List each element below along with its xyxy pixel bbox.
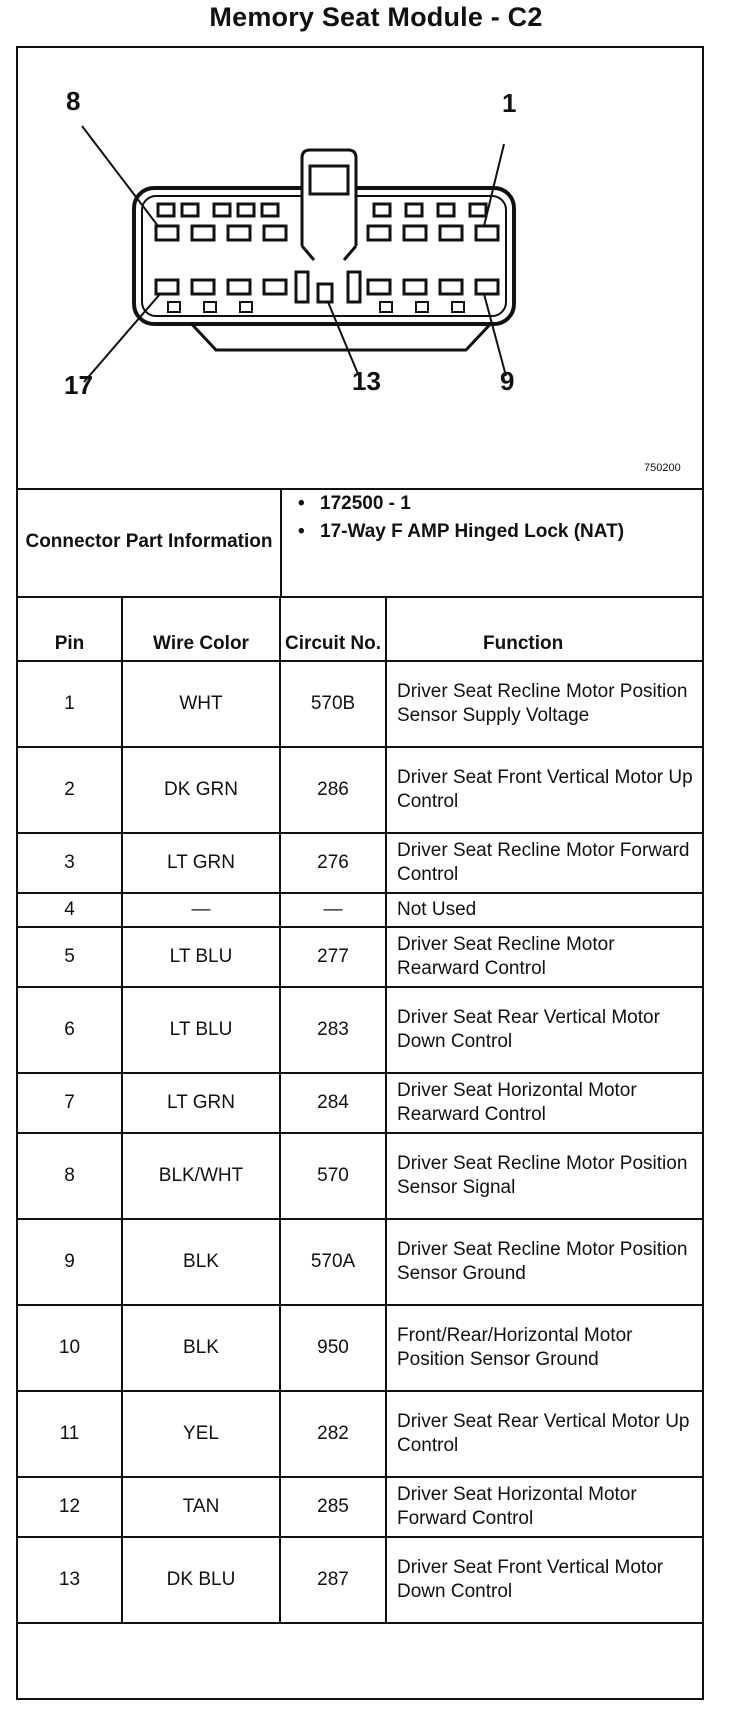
table-row <box>18 661 702 747</box>
circuit-cell: 570A <box>280 1219 386 1305</box>
pin-cell: 11 <box>18 1391 122 1477</box>
pin-cell: 10 <box>18 1305 122 1391</box>
wire-color-cell: LT BLU <box>122 987 280 1073</box>
circuit-cell: 276 <box>280 833 386 893</box>
function-cell: Driver Seat Horizontal Motor Rearward Control <box>386 1073 702 1133</box>
pin-cell: 3 <box>18 833 122 893</box>
header-wire-color: Wire Color <box>122 597 280 661</box>
pin-cell: 7 <box>18 1073 122 1133</box>
function-cell: Not Used <box>386 893 702 927</box>
table-row <box>18 893 702 927</box>
wire-color-cell: — <box>122 893 280 927</box>
circuit-cell: — <box>280 893 386 927</box>
pin-callout-1: 1 <box>502 88 517 118</box>
pin-cell: 1 <box>18 661 122 747</box>
table-row <box>18 1537 702 1623</box>
table-row <box>18 987 702 1073</box>
function-cell: Driver Seat Rear Vertical Motor Up Control <box>386 1391 702 1477</box>
pinout-table-body <box>18 661 702 1623</box>
function-cell: Driver Seat Recline Motor Rearward Control <box>386 927 702 987</box>
pin-cell: 13 <box>18 1537 122 1623</box>
function-cell: Driver Seat Horizontal Motor Forward Control <box>386 1477 702 1537</box>
wire-color-cell: BLK/WHT <box>122 1133 280 1219</box>
circuit-cell: 283 <box>280 987 386 1073</box>
function-cell: Driver Seat Front Vertical Motor Up Control <box>386 747 702 833</box>
table-row <box>18 1305 702 1391</box>
connector-description: • 17-Way F AMP Hinged Lock (NAT) <box>282 520 692 544</box>
table-row <box>18 927 702 987</box>
wire-color-cell: BLK <box>122 1305 280 1391</box>
pin-cell: 8 <box>18 1133 122 1219</box>
pin-cell: 4 <box>18 893 122 927</box>
circuit-cell: 950 <box>280 1305 386 1391</box>
pin-callout-17: 17 <box>64 370 93 400</box>
table-header-row <box>18 597 702 661</box>
table-row <box>18 1391 702 1477</box>
wire-color-cell: LT BLU <box>122 927 280 987</box>
header-pin: Pin <box>18 597 122 661</box>
function-cell: Driver Seat Rear Vertical Motor Down Control <box>386 987 702 1073</box>
pin-callout-8: 8 <box>66 86 81 116</box>
connector-diagram <box>18 48 702 490</box>
table-row <box>18 833 702 893</box>
wire-color-cell: DK BLU <box>122 1537 280 1623</box>
connector-info-label: Connector Part Information <box>18 488 282 596</box>
circuit-cell: 282 <box>280 1391 386 1477</box>
page-title: Memory Seat Module - C2 <box>209 2 543 32</box>
circuit-cell: 570 <box>280 1133 386 1219</box>
latch <box>302 150 356 246</box>
table-row <box>18 747 702 833</box>
header-circuit-no: Circuit No. <box>280 597 386 661</box>
function-cell: Driver Seat Recline Motor Position Sensor Ground <box>386 1219 702 1305</box>
wire-color-cell: TAN <box>122 1477 280 1537</box>
pin-cell: 6 <box>18 987 122 1073</box>
function-cell: Front/Rear/Horizontal Motor Position Sensor Ground <box>386 1305 702 1391</box>
function-cell: Driver Seat Recline Motor Forward Control <box>386 833 702 893</box>
wire-color-cell: LT GRN <box>122 833 280 893</box>
function-cell: Driver Seat Recline Motor Position Sensor Signal <box>386 1133 702 1219</box>
figure-id: 750200 <box>644 462 681 474</box>
wire-color-cell: WHT <box>122 661 280 747</box>
circuit-cell: 277 <box>280 927 386 987</box>
circuit-cell: 285 <box>280 1477 386 1537</box>
pinout-table <box>18 596 702 1624</box>
pin-cell: 9 <box>18 1219 122 1305</box>
pin-cell: 2 <box>18 747 122 833</box>
table-row <box>18 1219 702 1305</box>
function-cell: Driver Seat Recline Motor Position Sensor Supply Voltage <box>386 661 702 747</box>
connector-part-number: • 172500 - 1 <box>282 492 692 516</box>
wire-color-cell: LT GRN <box>122 1073 280 1133</box>
wire-color-cell: YEL <box>122 1391 280 1477</box>
wire-color-cell: DK GRN <box>122 747 280 833</box>
table-row <box>18 1073 702 1133</box>
pin-cell: 12 <box>18 1477 122 1537</box>
pin-callout-9: 9 <box>500 366 515 396</box>
function-cell: Driver Seat Front Vertical Motor Down Control <box>386 1537 702 1623</box>
circuit-cell: 570B <box>280 661 386 747</box>
connector-info-list <box>282 492 692 548</box>
header-function: Function <box>386 597 702 661</box>
pin-cell: 5 <box>18 927 122 987</box>
wire-color-cell: BLK <box>122 1219 280 1305</box>
connector-document <box>16 46 704 1700</box>
circuit-cell: 286 <box>280 747 386 833</box>
connector-part-information <box>18 488 702 598</box>
pin-callout-13: 13 <box>352 366 381 396</box>
table-row <box>18 1477 702 1537</box>
connector-face-drawing <box>18 48 702 488</box>
circuit-cell: 284 <box>280 1073 386 1133</box>
table-row <box>18 1133 702 1219</box>
circuit-cell: 287 <box>280 1537 386 1623</box>
